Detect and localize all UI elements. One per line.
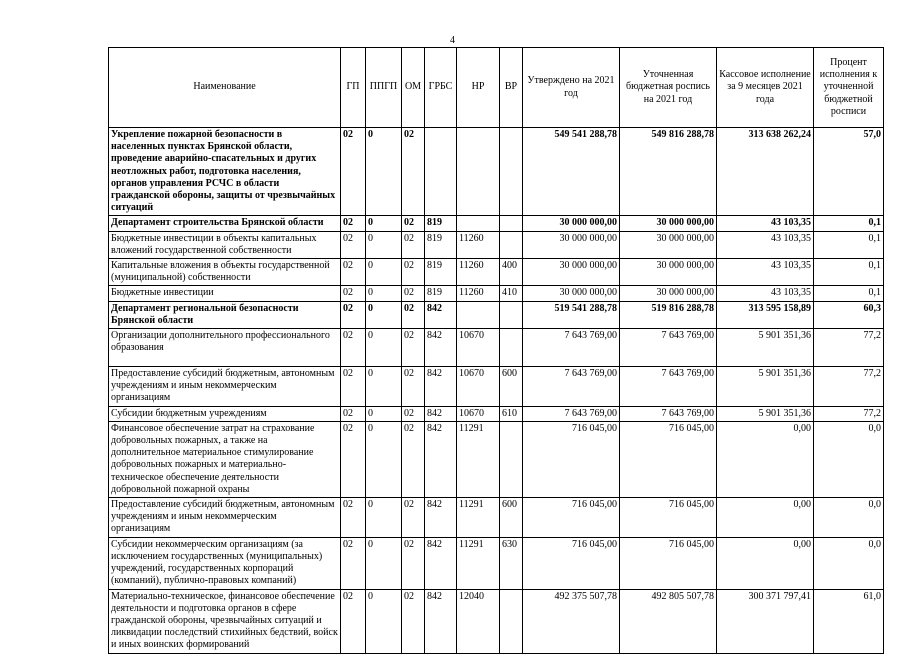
row-nr: 10670 — [457, 406, 500, 421]
row-vr: 630 — [500, 537, 523, 589]
row-name: Капитальные вложения в объекты государственной (муниципальной) собственности — [109, 259, 341, 286]
row-cash: 313 638 262,24 — [717, 128, 814, 216]
row-grbs: 842 — [425, 421, 457, 497]
header-grbs: ГРБС — [425, 48, 457, 128]
row-approved: 7 643 769,00 — [523, 329, 620, 367]
row-name: Укрепление пожарной безопасности в населенных пунктах Брянской области, проведение аварийно-спасательных и других неотложных работ, подготовка населения, органов управления РСЧС в области гражданской обороны, защиты от чрезвычайных ситуаций — [109, 128, 341, 216]
row-om: 02 — [402, 367, 425, 407]
row-approved: 7 643 769,00 — [523, 406, 620, 421]
row-cash: 43 103,35 — [717, 286, 814, 301]
row-grbs: 842 — [425, 406, 457, 421]
row-percent: 0,1 — [814, 286, 884, 301]
row-approved: 492 375 507,78 — [523, 589, 620, 653]
row-vr — [500, 329, 523, 367]
row-om: 02 — [402, 537, 425, 589]
table-row — [109, 367, 884, 407]
row-gp: 02 — [341, 589, 366, 653]
row-refined: 519 816 288,78 — [620, 301, 717, 328]
row-om: 02 — [402, 498, 425, 538]
row-pgp: 0 — [366, 216, 402, 231]
page-number: 4 — [450, 35, 455, 46]
row-percent: 60,3 — [814, 301, 884, 328]
row-pgp: 0 — [366, 537, 402, 589]
header-percent: Процент исполнения к уточненной бюджетной росписи — [814, 48, 884, 128]
row-om: 02 — [402, 286, 425, 301]
row-nr — [457, 301, 500, 328]
row-grbs — [425, 128, 457, 216]
row-refined: 549 816 288,78 — [620, 128, 717, 216]
row-pgp: 0 — [366, 498, 402, 538]
row-name: Организации дополнительного профессионального образования — [109, 329, 341, 367]
row-grbs: 819 — [425, 216, 457, 231]
row-nr — [457, 128, 500, 216]
row-om: 02 — [402, 329, 425, 367]
row-nr: 10670 — [457, 367, 500, 407]
row-pgp: 0 — [366, 406, 402, 421]
table-header-row — [109, 48, 884, 128]
row-approved: 30 000 000,00 — [523, 231, 620, 258]
header-pgp: ППГП — [366, 48, 402, 128]
row-pgp: 0 — [366, 231, 402, 258]
row-gp: 02 — [341, 128, 366, 216]
row-vr — [500, 216, 523, 231]
row-cash: 5 901 351,36 — [717, 367, 814, 407]
row-percent: 0,1 — [814, 259, 884, 286]
row-om: 02 — [402, 216, 425, 231]
row-grbs: 842 — [425, 537, 457, 589]
table-row — [109, 301, 884, 328]
row-gp: 02 — [341, 216, 366, 231]
row-percent: 61,0 — [814, 589, 884, 653]
row-approved: 30 000 000,00 — [523, 259, 620, 286]
row-name: Субсидии некоммерческим организациям (за исключением государственных (муниципальных) учреждений, государственных корпораций (компаний), публично-правовых компаний) — [109, 537, 341, 589]
row-grbs: 842 — [425, 498, 457, 538]
row-vr — [500, 589, 523, 653]
row-approved: 716 045,00 — [523, 421, 620, 497]
row-percent: 77,2 — [814, 367, 884, 407]
row-name: Предоставление субсидий бюджетным, автономным учреждениям и иным некоммерческим организациям — [109, 367, 341, 407]
row-nr: 11291 — [457, 498, 500, 538]
row-gp: 02 — [341, 537, 366, 589]
row-vr: 610 — [500, 406, 523, 421]
row-name: Департамент региональной безопасности Брянской области — [109, 301, 341, 328]
row-refined: 7 643 769,00 — [620, 329, 717, 367]
row-gp: 02 — [341, 329, 366, 367]
row-om: 02 — [402, 231, 425, 258]
row-cash: 0,00 — [717, 421, 814, 497]
header-refined: Уточненная бюджетная роспись на 2021 год — [620, 48, 717, 128]
table-row — [109, 498, 884, 538]
row-vr — [500, 301, 523, 328]
row-pgp: 0 — [366, 259, 402, 286]
row-refined: 30 000 000,00 — [620, 259, 717, 286]
row-name: Финансовое обеспечение затрат на страхование добровольных пожарных, а также на дополнительное материальное стимулирование добровольных пожарных и материально-техническое обеспечение деятельности добровольной пожарной охраны — [109, 421, 341, 497]
row-percent: 0,1 — [814, 216, 884, 231]
header-vr: ВР — [500, 48, 523, 128]
budget-execution-table — [108, 47, 884, 654]
table-row — [109, 286, 884, 301]
row-approved: 30 000 000,00 — [523, 216, 620, 231]
row-pgp: 0 — [366, 128, 402, 216]
row-nr: 10670 — [457, 329, 500, 367]
table-row — [109, 329, 884, 367]
row-cash: 43 103,35 — [717, 216, 814, 231]
row-name: Предоставление субсидий бюджетным, автономным учреждениям и иным некоммерческим организациям — [109, 498, 341, 538]
row-om: 02 — [402, 301, 425, 328]
row-cash: 300 371 797,41 — [717, 589, 814, 653]
row-vr: 600 — [500, 498, 523, 538]
row-approved: 549 541 288,78 — [523, 128, 620, 216]
row-percent: 0,0 — [814, 421, 884, 497]
row-name: Субсидии бюджетным учреждениям — [109, 406, 341, 421]
header-approved: Утверждено на 2021 год — [523, 48, 620, 128]
row-percent: 0,0 — [814, 498, 884, 538]
table-row — [109, 421, 884, 497]
row-cash: 5 901 351,36 — [717, 329, 814, 367]
row-gp: 02 — [341, 406, 366, 421]
row-nr: 11291 — [457, 421, 500, 497]
row-cash: 0,00 — [717, 537, 814, 589]
row-grbs: 819 — [425, 259, 457, 286]
header-nr: НР — [457, 48, 500, 128]
row-approved: 716 045,00 — [523, 498, 620, 538]
table-row — [109, 406, 884, 421]
header-name: Наименование — [109, 48, 341, 128]
row-om: 02 — [402, 406, 425, 421]
row-cash: 0,00 — [717, 498, 814, 538]
row-nr: 11260 — [457, 231, 500, 258]
row-refined: 30 000 000,00 — [620, 231, 717, 258]
row-nr: 12040 — [457, 589, 500, 653]
row-refined: 716 045,00 — [620, 498, 717, 538]
table-row — [109, 537, 884, 589]
row-nr: 11260 — [457, 286, 500, 301]
row-pgp: 0 — [366, 286, 402, 301]
row-pgp: 0 — [366, 589, 402, 653]
row-grbs: 842 — [425, 367, 457, 407]
row-vr — [500, 231, 523, 258]
row-gp: 02 — [341, 301, 366, 328]
row-cash: 5 901 351,36 — [717, 406, 814, 421]
table-row — [109, 128, 884, 216]
row-vr: 410 — [500, 286, 523, 301]
row-gp: 02 — [341, 286, 366, 301]
row-grbs: 842 — [425, 329, 457, 367]
row-gp: 02 — [341, 421, 366, 497]
row-gp: 02 — [341, 231, 366, 258]
row-grbs: 842 — [425, 589, 457, 653]
row-om: 02 — [402, 421, 425, 497]
row-refined: 7 643 769,00 — [620, 406, 717, 421]
row-gp: 02 — [341, 367, 366, 407]
row-percent: 0,1 — [814, 231, 884, 258]
row-gp: 02 — [341, 259, 366, 286]
row-cash: 313 595 158,89 — [717, 301, 814, 328]
row-percent: 57,0 — [814, 128, 884, 216]
header-cash: Кассовое исполнение за 9 месяцев 2021 года — [717, 48, 814, 128]
row-approved: 7 643 769,00 — [523, 367, 620, 407]
row-gp: 02 — [341, 498, 366, 538]
row-name: Бюджетные инвестиции — [109, 286, 341, 301]
row-cash: 43 103,35 — [717, 259, 814, 286]
row-refined: 716 045,00 — [620, 421, 717, 497]
row-vr: 600 — [500, 367, 523, 407]
table-row — [109, 231, 884, 258]
row-refined: 7 643 769,00 — [620, 367, 717, 407]
row-approved: 30 000 000,00 — [523, 286, 620, 301]
row-name: Бюджетные инвестиции в объекты капитальных вложений государственной собственности — [109, 231, 341, 258]
table-row — [109, 216, 884, 231]
header-om: ОМ — [402, 48, 425, 128]
row-cash: 43 103,35 — [717, 231, 814, 258]
row-refined: 716 045,00 — [620, 537, 717, 589]
row-om: 02 — [402, 259, 425, 286]
row-grbs: 819 — [425, 286, 457, 301]
row-name: Материально-техническое, финансовое обеспечение деятельности и подготовка органов в сфере гражданской обороны, чрезвычайных ситуаций и ликвидации последствий стихийных бедствий, войск и иных воинских формирований — [109, 589, 341, 653]
row-om: 02 — [402, 589, 425, 653]
row-refined: 30 000 000,00 — [620, 216, 717, 231]
row-nr: 11291 — [457, 537, 500, 589]
header-gp: ГП — [341, 48, 366, 128]
row-vr — [500, 128, 523, 216]
row-percent: 0,0 — [814, 537, 884, 589]
row-pgp: 0 — [366, 301, 402, 328]
table-row — [109, 589, 884, 653]
row-nr: 11260 — [457, 259, 500, 286]
row-approved: 519 541 288,78 — [523, 301, 620, 328]
row-pgp: 0 — [366, 329, 402, 367]
table-row — [109, 259, 884, 286]
row-nr — [457, 216, 500, 231]
row-pgp: 0 — [366, 421, 402, 497]
row-approved: 716 045,00 — [523, 537, 620, 589]
row-grbs: 819 — [425, 231, 457, 258]
row-percent: 77,2 — [814, 406, 884, 421]
row-name: Департамент строительства Брянской области — [109, 216, 341, 231]
row-om: 02 — [402, 128, 425, 216]
row-vr: 400 — [500, 259, 523, 286]
row-pgp: 0 — [366, 367, 402, 407]
row-grbs: 842 — [425, 301, 457, 328]
row-refined: 30 000 000,00 — [620, 286, 717, 301]
row-vr — [500, 421, 523, 497]
row-percent: 77,2 — [814, 329, 884, 367]
row-refined: 492 805 507,78 — [620, 589, 717, 653]
